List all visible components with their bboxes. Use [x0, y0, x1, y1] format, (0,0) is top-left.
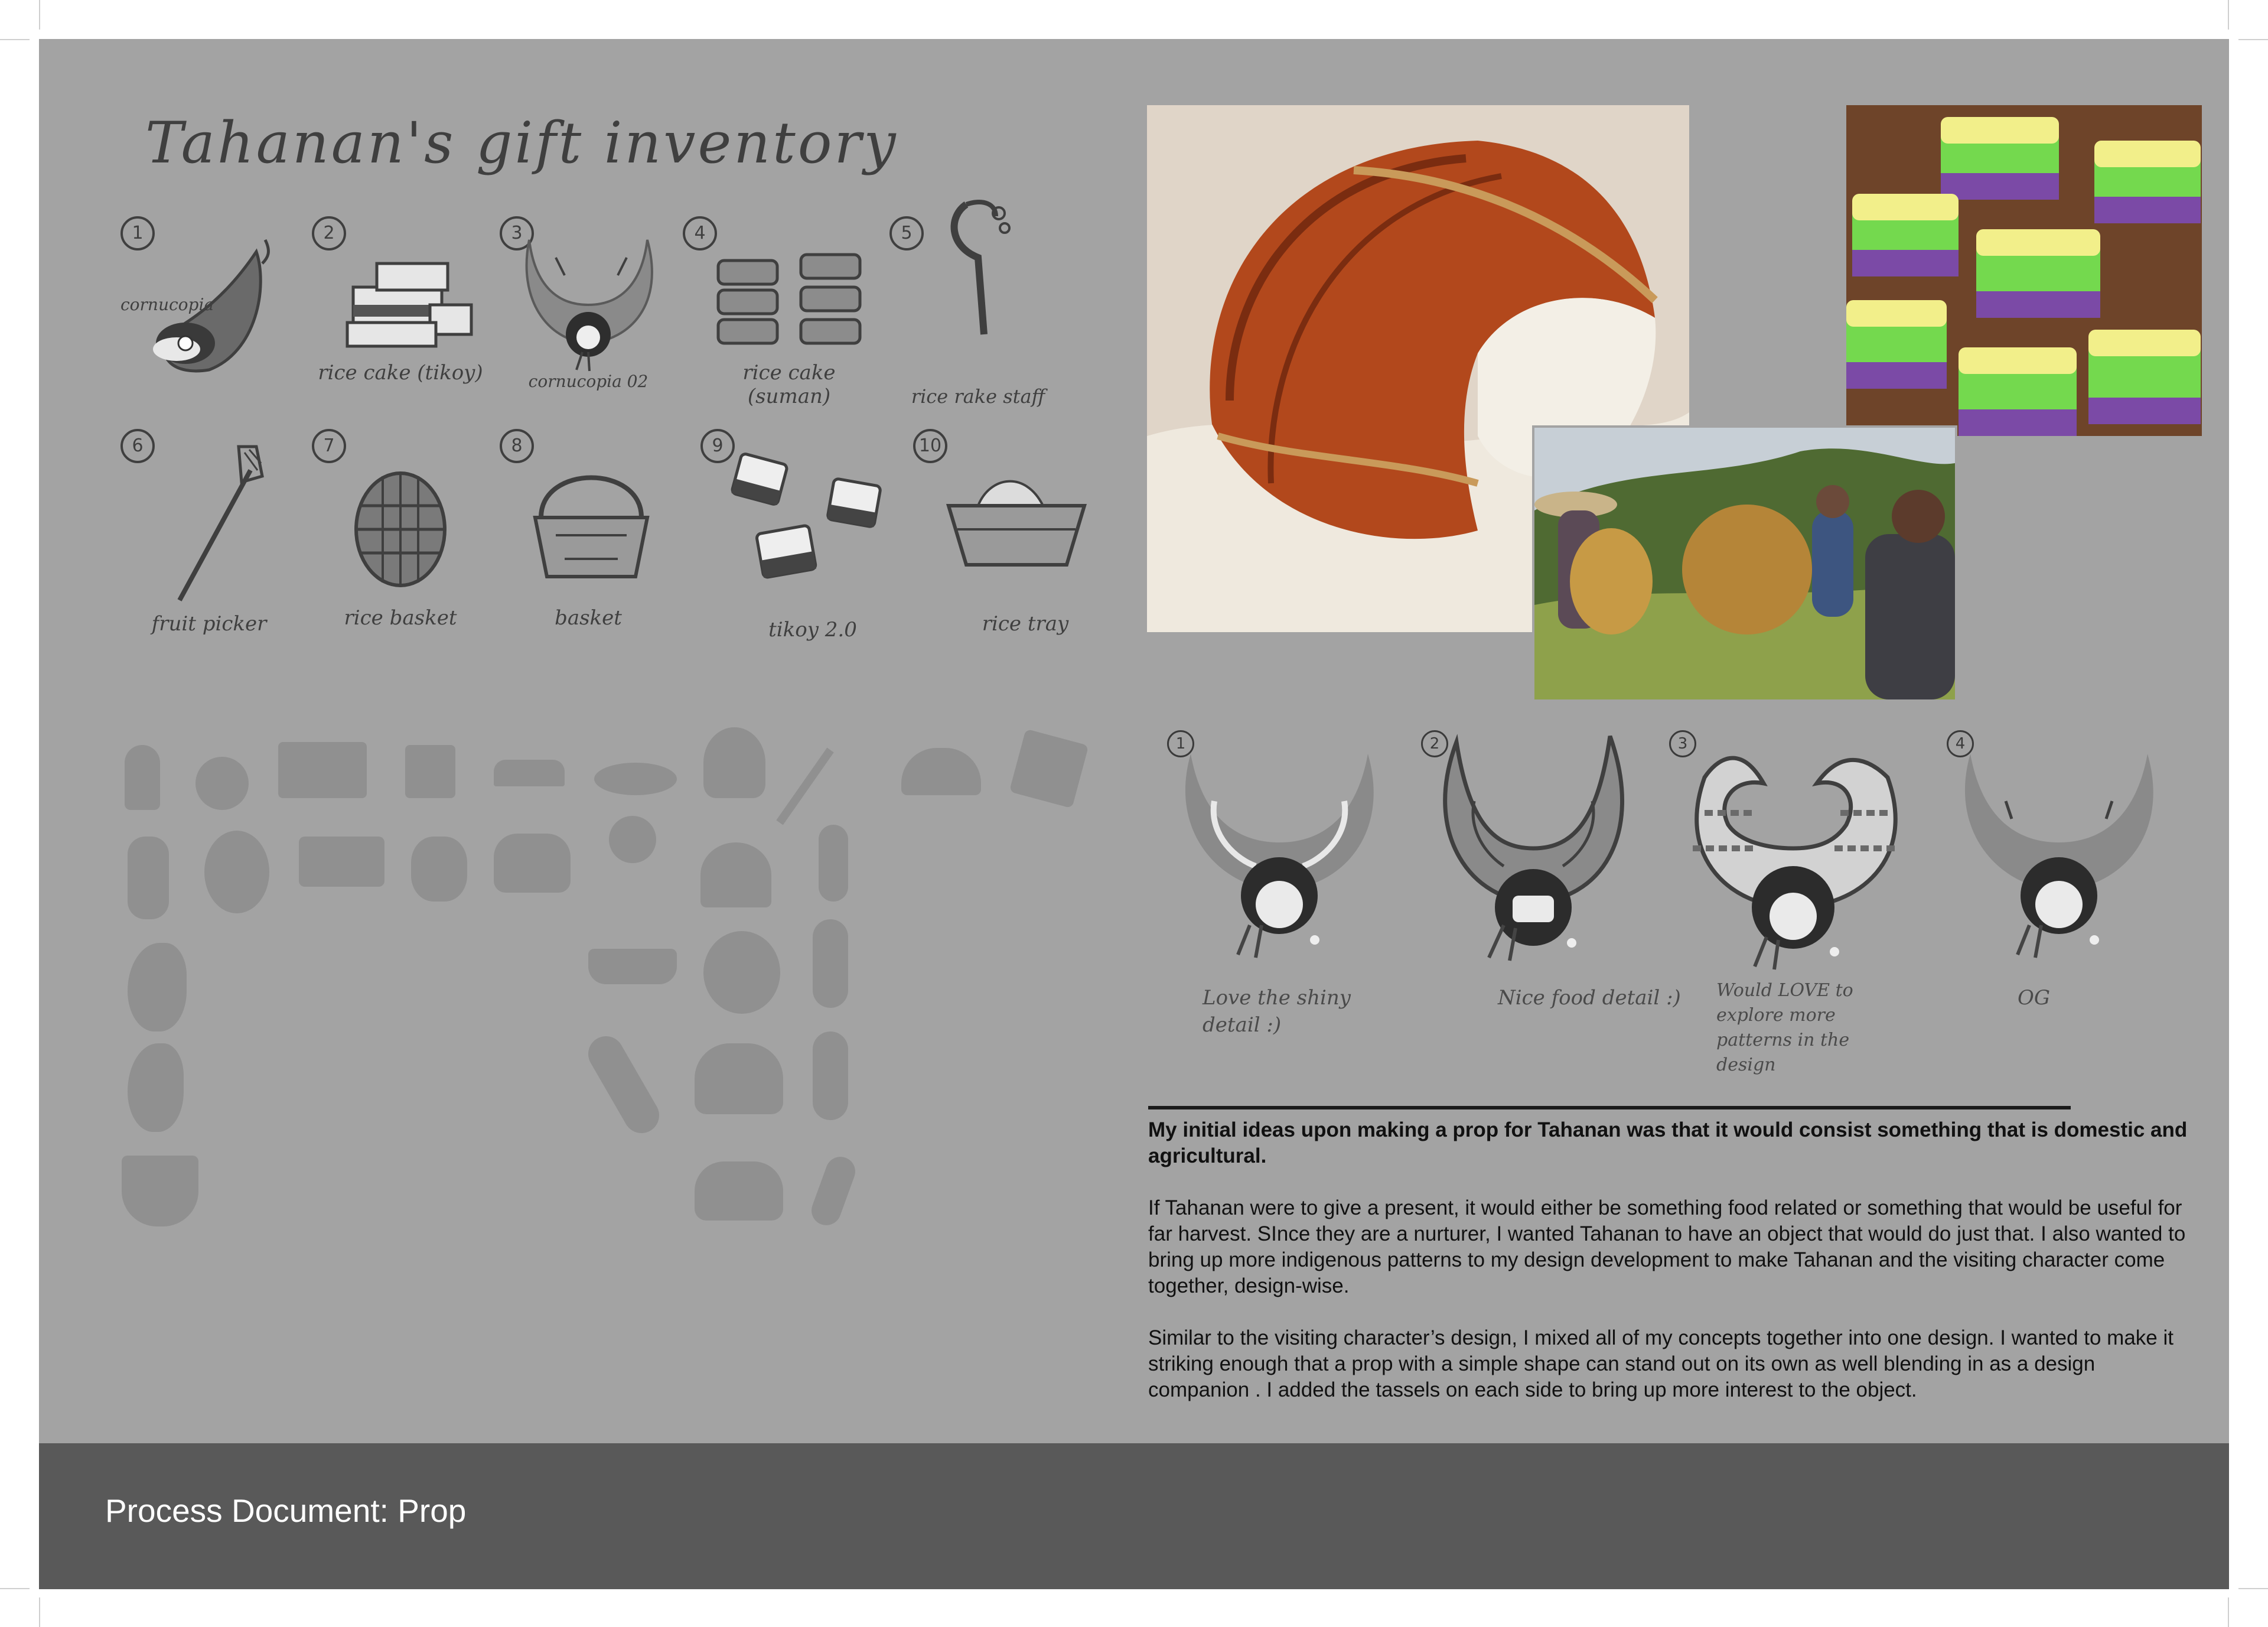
- silhouette: [125, 745, 160, 810]
- inventory-title: Tahanan's gift inventory: [145, 110, 898, 176]
- footer-bar: [39, 1443, 2229, 1589]
- kakanin-photo: [1846, 105, 2202, 436]
- inventory-item-rice-basket: [312, 429, 489, 630]
- fruit-picker-sketch: [120, 429, 298, 624]
- silhouette: [700, 842, 771, 907]
- inventory-item-basket: [500, 429, 677, 630]
- silhouette: [299, 837, 384, 887]
- silhouette: [128, 837, 169, 919]
- item-label: fruit picker: [151, 612, 267, 636]
- concept-number: 3: [1669, 730, 1696, 757]
- description-paragraph-2: Similar to the visiting character’s design, I mixed all of my concepts together into one design. I wanted to make it striking enough that a prop with a simple shape can stand out on its own as well blending in as a design companion . I added the tassels on each side to bring up more interest to the object.: [1148, 1326, 2174, 1401]
- concept-sketch-3: [1669, 730, 1894, 978]
- item-label: rice cake (suman): [742, 361, 836, 408]
- silhouette: [588, 949, 677, 984]
- silhouette: [128, 943, 187, 1031]
- silhouette: [582, 1030, 666, 1140]
- silhouette: [278, 742, 367, 798]
- footer-title: Process Document: Prop: [105, 1492, 467, 1529]
- silhouette: [813, 1031, 848, 1120]
- basket-sketch: [500, 429, 677, 624]
- description-paragraph-1: If Tahanan were to give a present, it would either be something food related or something that would be useful for far harvest. SInce they are a nurturer, I wanted Tahanan to have an object that would do just that. I also wanted to bring up more indigenous patterns to my design development to make Tahanan and the visiting character come together, design-wise.: [1148, 1196, 2186, 1297]
- silhouette: [901, 748, 981, 795]
- silhouette: [695, 1161, 783, 1221]
- tikoy-2-sketch: [700, 429, 913, 624]
- silhouette: [813, 919, 848, 1008]
- silhouette: [405, 745, 455, 798]
- item-number: 3: [500, 216, 534, 250]
- item-number: 2: [312, 216, 346, 250]
- inventory-item-cornucopia: [120, 216, 298, 411]
- crop-mark: [2228, 1597, 2229, 1627]
- concept-sketch-4: [1947, 730, 2171, 978]
- item-number: 7: [312, 429, 346, 463]
- concept-note-4: OG: [2018, 986, 2051, 1010]
- concept-4-drawing: [1947, 730, 2171, 978]
- photo-illustration: [1846, 105, 2202, 436]
- concept-sketch-1: [1167, 730, 1392, 978]
- item-number: 6: [120, 429, 155, 463]
- crop-mark: [2238, 1588, 2268, 1589]
- item-label: tikoy 2.0: [768, 618, 857, 642]
- crop-mark: [2228, 0, 2229, 30]
- description-text: [1148, 1117, 2188, 1429]
- inventory-item-tikoy-2: [700, 429, 878, 642]
- item-number: 5: [889, 216, 924, 250]
- silhouette: [703, 931, 780, 1014]
- silhouette: [703, 727, 765, 798]
- item-number: 8: [500, 429, 534, 463]
- concept-2-drawing: [1421, 730, 1645, 978]
- concept-number: 1: [1167, 730, 1194, 757]
- crop-mark: [39, 1597, 40, 1627]
- rice-tray-sketch: [913, 429, 1114, 624]
- silhouette: [594, 763, 677, 795]
- concept-1-drawing: [1167, 730, 1392, 978]
- item-label: rice rake staff: [911, 385, 1045, 408]
- item-label: rice tray: [982, 612, 1069, 636]
- inventory-item-rice-cake-suman: [683, 216, 860, 411]
- item-number: 10: [913, 429, 947, 463]
- concept-note-1: Love the shiny detail :): [1203, 986, 1351, 1037]
- item-number: 9: [700, 429, 735, 463]
- photo-illustration: [1534, 428, 1955, 699]
- silhouette: [128, 1043, 184, 1132]
- inventory-item-rice-rake-staff: [889, 181, 1067, 408]
- rake-staff-sketch: [889, 181, 1067, 376]
- crop-mark: [0, 39, 30, 40]
- concept-number: 2: [1421, 730, 1448, 757]
- concept-3-drawing: [1669, 730, 1917, 978]
- inventory-item-rice-cake-tikoy: [312, 216, 489, 411]
- inventory-item-fruit-picker: [120, 429, 298, 636]
- crop-mark: [2238, 39, 2268, 40]
- item-label: rice cake (tikoy): [318, 361, 483, 385]
- item-label: basket: [555, 606, 622, 630]
- silhouette: [776, 748, 834, 825]
- item-number: 4: [683, 216, 717, 250]
- silhouette: [1009, 729, 1089, 809]
- concept-number: 4: [1947, 730, 1974, 757]
- silhouette: [494, 834, 571, 893]
- concept-sketch-2: [1421, 730, 1645, 978]
- silhouette: [807, 1153, 859, 1229]
- silhouette: [819, 825, 848, 902]
- item-label: cornucopia 02: [528, 372, 649, 391]
- inventory-item-cornucopia-02: [500, 216, 677, 411]
- inventory-item-rice-tray: [913, 429, 1090, 636]
- description-lead: My initial ideas upon making a prop for Tahanan was that it would consist something that is domestic and agricultural.: [1148, 1118, 2188, 1167]
- item-label: cornucopia: [120, 295, 214, 314]
- crop-mark: [0, 1588, 30, 1589]
- item-label: rice basket: [344, 606, 457, 630]
- silhouette: [609, 816, 656, 863]
- silhouette: [122, 1156, 198, 1226]
- item-number: 1: [120, 216, 155, 250]
- silhouette: [411, 837, 467, 902]
- silhouette: [695, 1043, 783, 1114]
- silhouette: [204, 831, 269, 913]
- document-board: [39, 39, 2229, 1589]
- rice-basket-sketch: [312, 429, 489, 624]
- harvest-photo: [1532, 425, 1957, 702]
- section-divider: [1148, 1106, 2071, 1109]
- concept-note-3: Would LOVE to explore more patterns in the design: [1716, 980, 1853, 1075]
- silhouette: [195, 757, 249, 810]
- concept-note-2: Nice food detail :): [1498, 986, 1681, 1010]
- crop-mark: [39, 0, 40, 30]
- silhouette: [494, 760, 565, 786]
